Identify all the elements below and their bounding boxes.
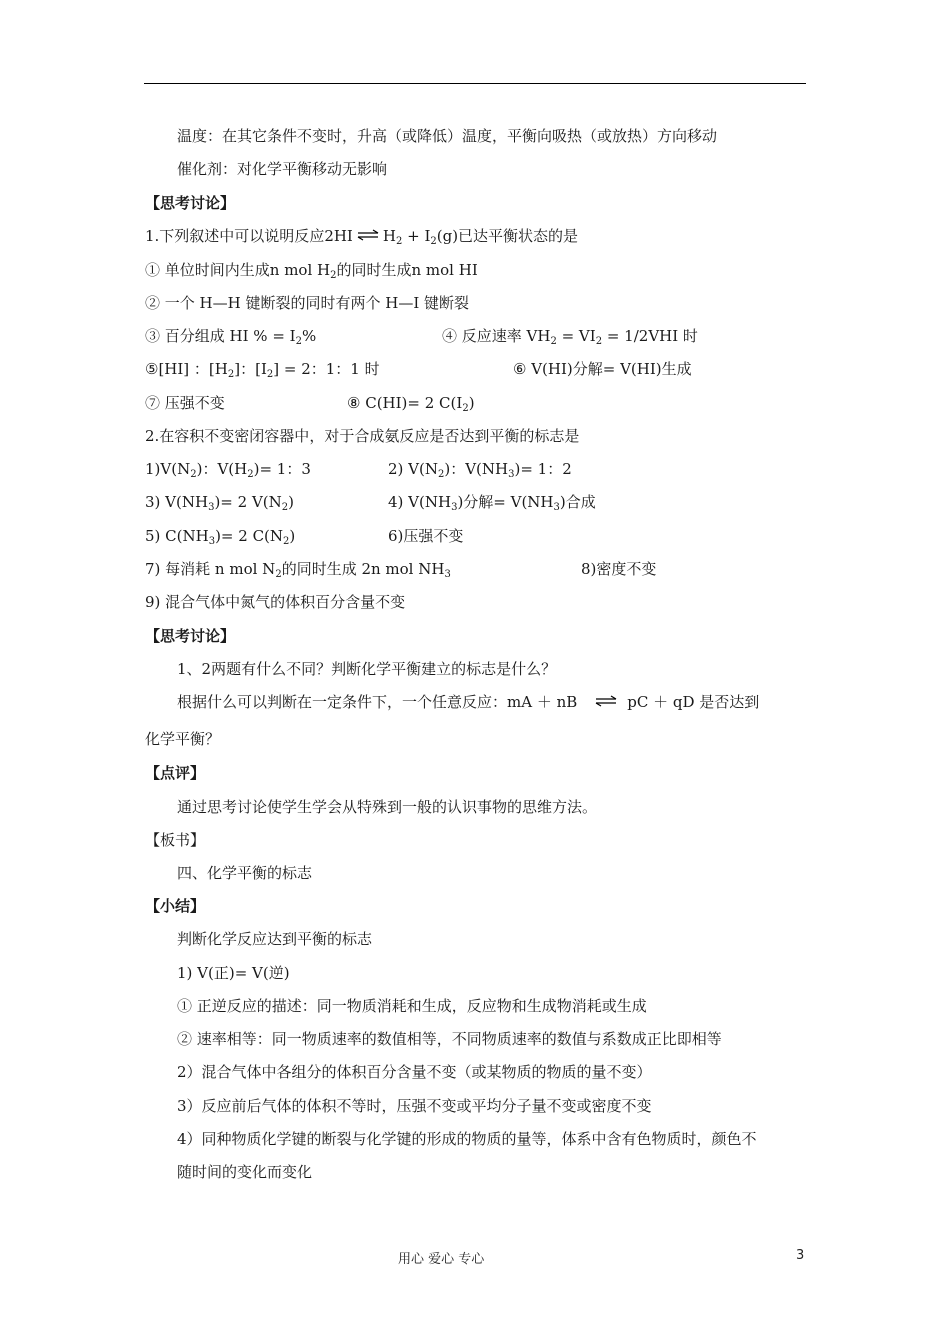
board-text: 四、化学平衡的标志 — [177, 864, 313, 882]
comment-text: 通过思考讨论使学生学会从特殊到一般的认识事物的思维方法。 — [177, 798, 598, 816]
item-5: 5) $C(NH_3)= 2$ $C(N_2)$ — [145, 527, 296, 547]
page-number: 3 — [796, 1248, 805, 1263]
summary-intro: 判断化学反应达到平衡的标志 — [177, 930, 373, 948]
heading-discussion-1: 【思考讨论】 — [145, 194, 236, 212]
question-1: 1.下列叙述中可以说明反应2HI $H_2 + I_2(g)$已达平衡状态的是 — [145, 227, 579, 247]
item-9: 9) 混合气体中氮气的体积百分含量不变 — [145, 593, 406, 611]
item-3: 3) $V(NH_3)= 2$ $V(N_2)$ — [145, 493, 294, 513]
item-4: 4) $V(NH_3)$分解= $V(NH_3)$合成 — [388, 493, 596, 513]
summary-1a: ① 正逆反应的描述：同一物质消耗和生成，反应物和生成物消耗或生成 — [177, 997, 647, 1015]
discussion-question-1: 1、2两题有什么不同？判断化学平衡建立的标志是什么？ — [177, 660, 557, 678]
option-1: ① 单位时间内生成n mol $H_2$的同时生成n mol HI — [145, 261, 478, 281]
footer-motto: 用心 爱心 专心 — [398, 1252, 485, 1267]
summary-4-cont: 随时间的变化而变化 — [177, 1163, 313, 1181]
summary-2: 2）混合气体中各组分的体积百分含量不变（或某物质的物质的量不变） — [177, 1063, 652, 1081]
text-temperature: 温度：在其它条件不变时，升高（或降低）温度，平衡向吸热（或放热）方向移动 — [177, 127, 718, 145]
option-8: ⑧ C(HI)= 2 $C(I_2)$ — [347, 394, 475, 414]
equilibrium-arrow-icon — [357, 229, 379, 241]
option-2: ② 一个 H—H 键断裂的同时有两个 H—I 键断裂 — [145, 294, 470, 312]
item-2: 2) $V(N_2)$：$V(NH_3)= 1$：2 — [388, 460, 572, 480]
option-3: ③ 百分组成 HI % = $I_2\%$ — [145, 327, 317, 347]
heading-discussion-2: 【思考讨论】 — [145, 627, 236, 645]
header-rule — [144, 83, 806, 84]
option-7: ⑦ 压强不变 — [145, 394, 225, 412]
item-1: $1)V(N_2)$：$V(H_2)= 1$：3 — [145, 460, 311, 480]
summary-1b: ② 速率相等：同一物质速率的数值相等，不同物质速率的数值与系数成正比即相等 — [177, 1030, 722, 1048]
equilibrium-arrow-icon — [595, 695, 617, 707]
item-6: 6)压强不变 — [388, 527, 464, 545]
heading-comment: 【点评】 — [145, 764, 206, 782]
heading-summary: 【小结】 — [145, 897, 206, 915]
heading-board: 【板书】 — [145, 831, 206, 849]
text-catalyst: 催化剂：对化学平衡移动无影响 — [177, 160, 388, 178]
item-8: 8)密度不变 — [581, 560, 657, 578]
option-5: ⑤[HI] ：$[H_2]$：$[I_2] = 2$：1：1 时 — [145, 360, 380, 380]
item-7: 7) 每消耗 n mol $N_2$的同时生成 2n mol $NH_3$ — [145, 560, 451, 580]
summary-3: 3）反应前后气体的体积不等时，压强不变或平均分子量不变或密度不变 — [177, 1097, 652, 1115]
summary-1: 1) V(正)= V(逆) — [177, 964, 290, 982]
option-6: ⑥ V(HI)分解= V(HI)生成 — [513, 360, 692, 378]
discussion-question-2-cont: 化学平衡？ — [145, 730, 221, 748]
option-4: ④ 反应速率 $VH_2 = VI_2 = 1/2VHI$ 时 — [442, 327, 698, 347]
discussion-question-2: 根据什么可以判断在一定条件下，一个任意反应：mA ＋ nB pC ＋ qD 是否达到 — [177, 693, 760, 711]
summary-4: 4）同种物质化学键的断裂与化学键的形成的物质的量等，体系中含有色物质时，颜色不 — [177, 1130, 757, 1148]
question-2: 2.在容积不变密闭容器中，对于合成氨反应是否达到平衡的标志是 — [145, 427, 580, 445]
